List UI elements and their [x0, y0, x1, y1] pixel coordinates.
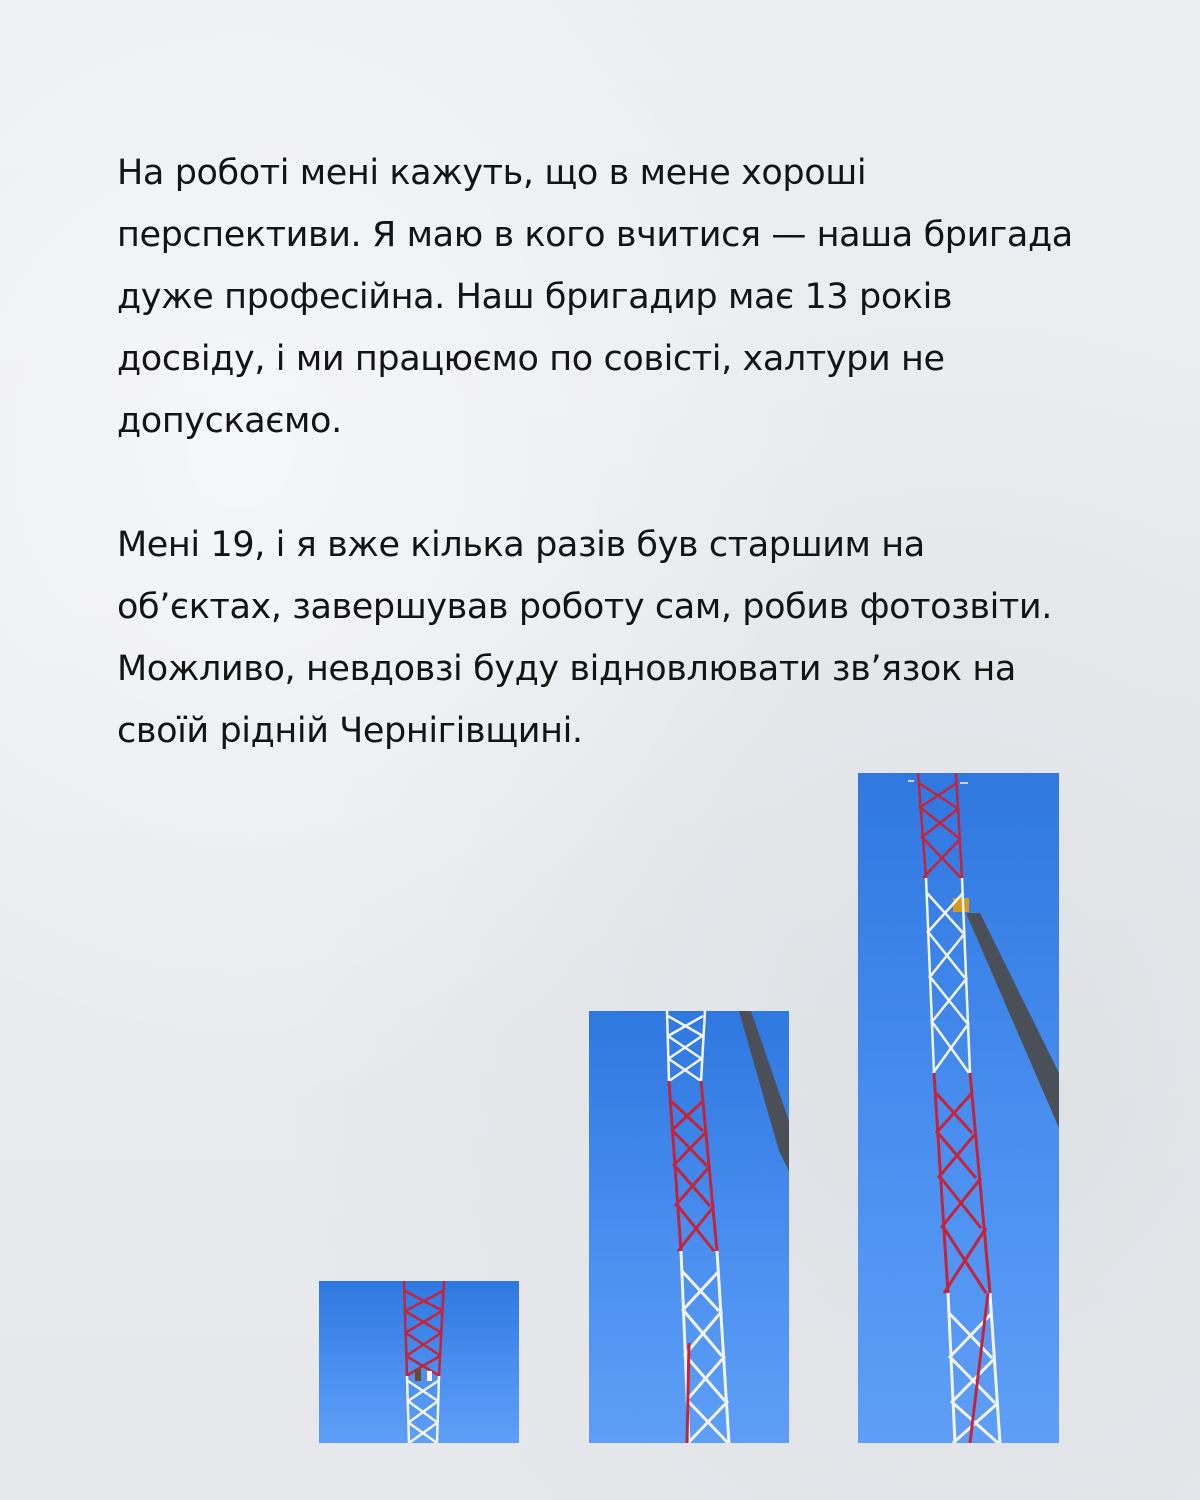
article-text — [117, 142, 1097, 762]
tower-photo-large — [858, 773, 1059, 1443]
tower-photo-small — [319, 1281, 519, 1443]
paragraph-1: На роботі мені кажуть, що в мене хороші перспективи. Я маю в кого вчитися — наша бригада дуже професійна. Наш бригадир має 13 років досвіду, і ми працюємо по совісті, халтури не допускаємо. — [117, 153, 1073, 441]
paragraph-2: Мені 19, і я вже кілька разів був старшим на об’єктах, завершував роботу сам, робив фотозвіти. Можливо, невдовзі буду відновлювати зв’язок на своїй рідній Чернігівщині. — [117, 525, 1052, 751]
tower-photo-medium — [589, 1011, 789, 1443]
